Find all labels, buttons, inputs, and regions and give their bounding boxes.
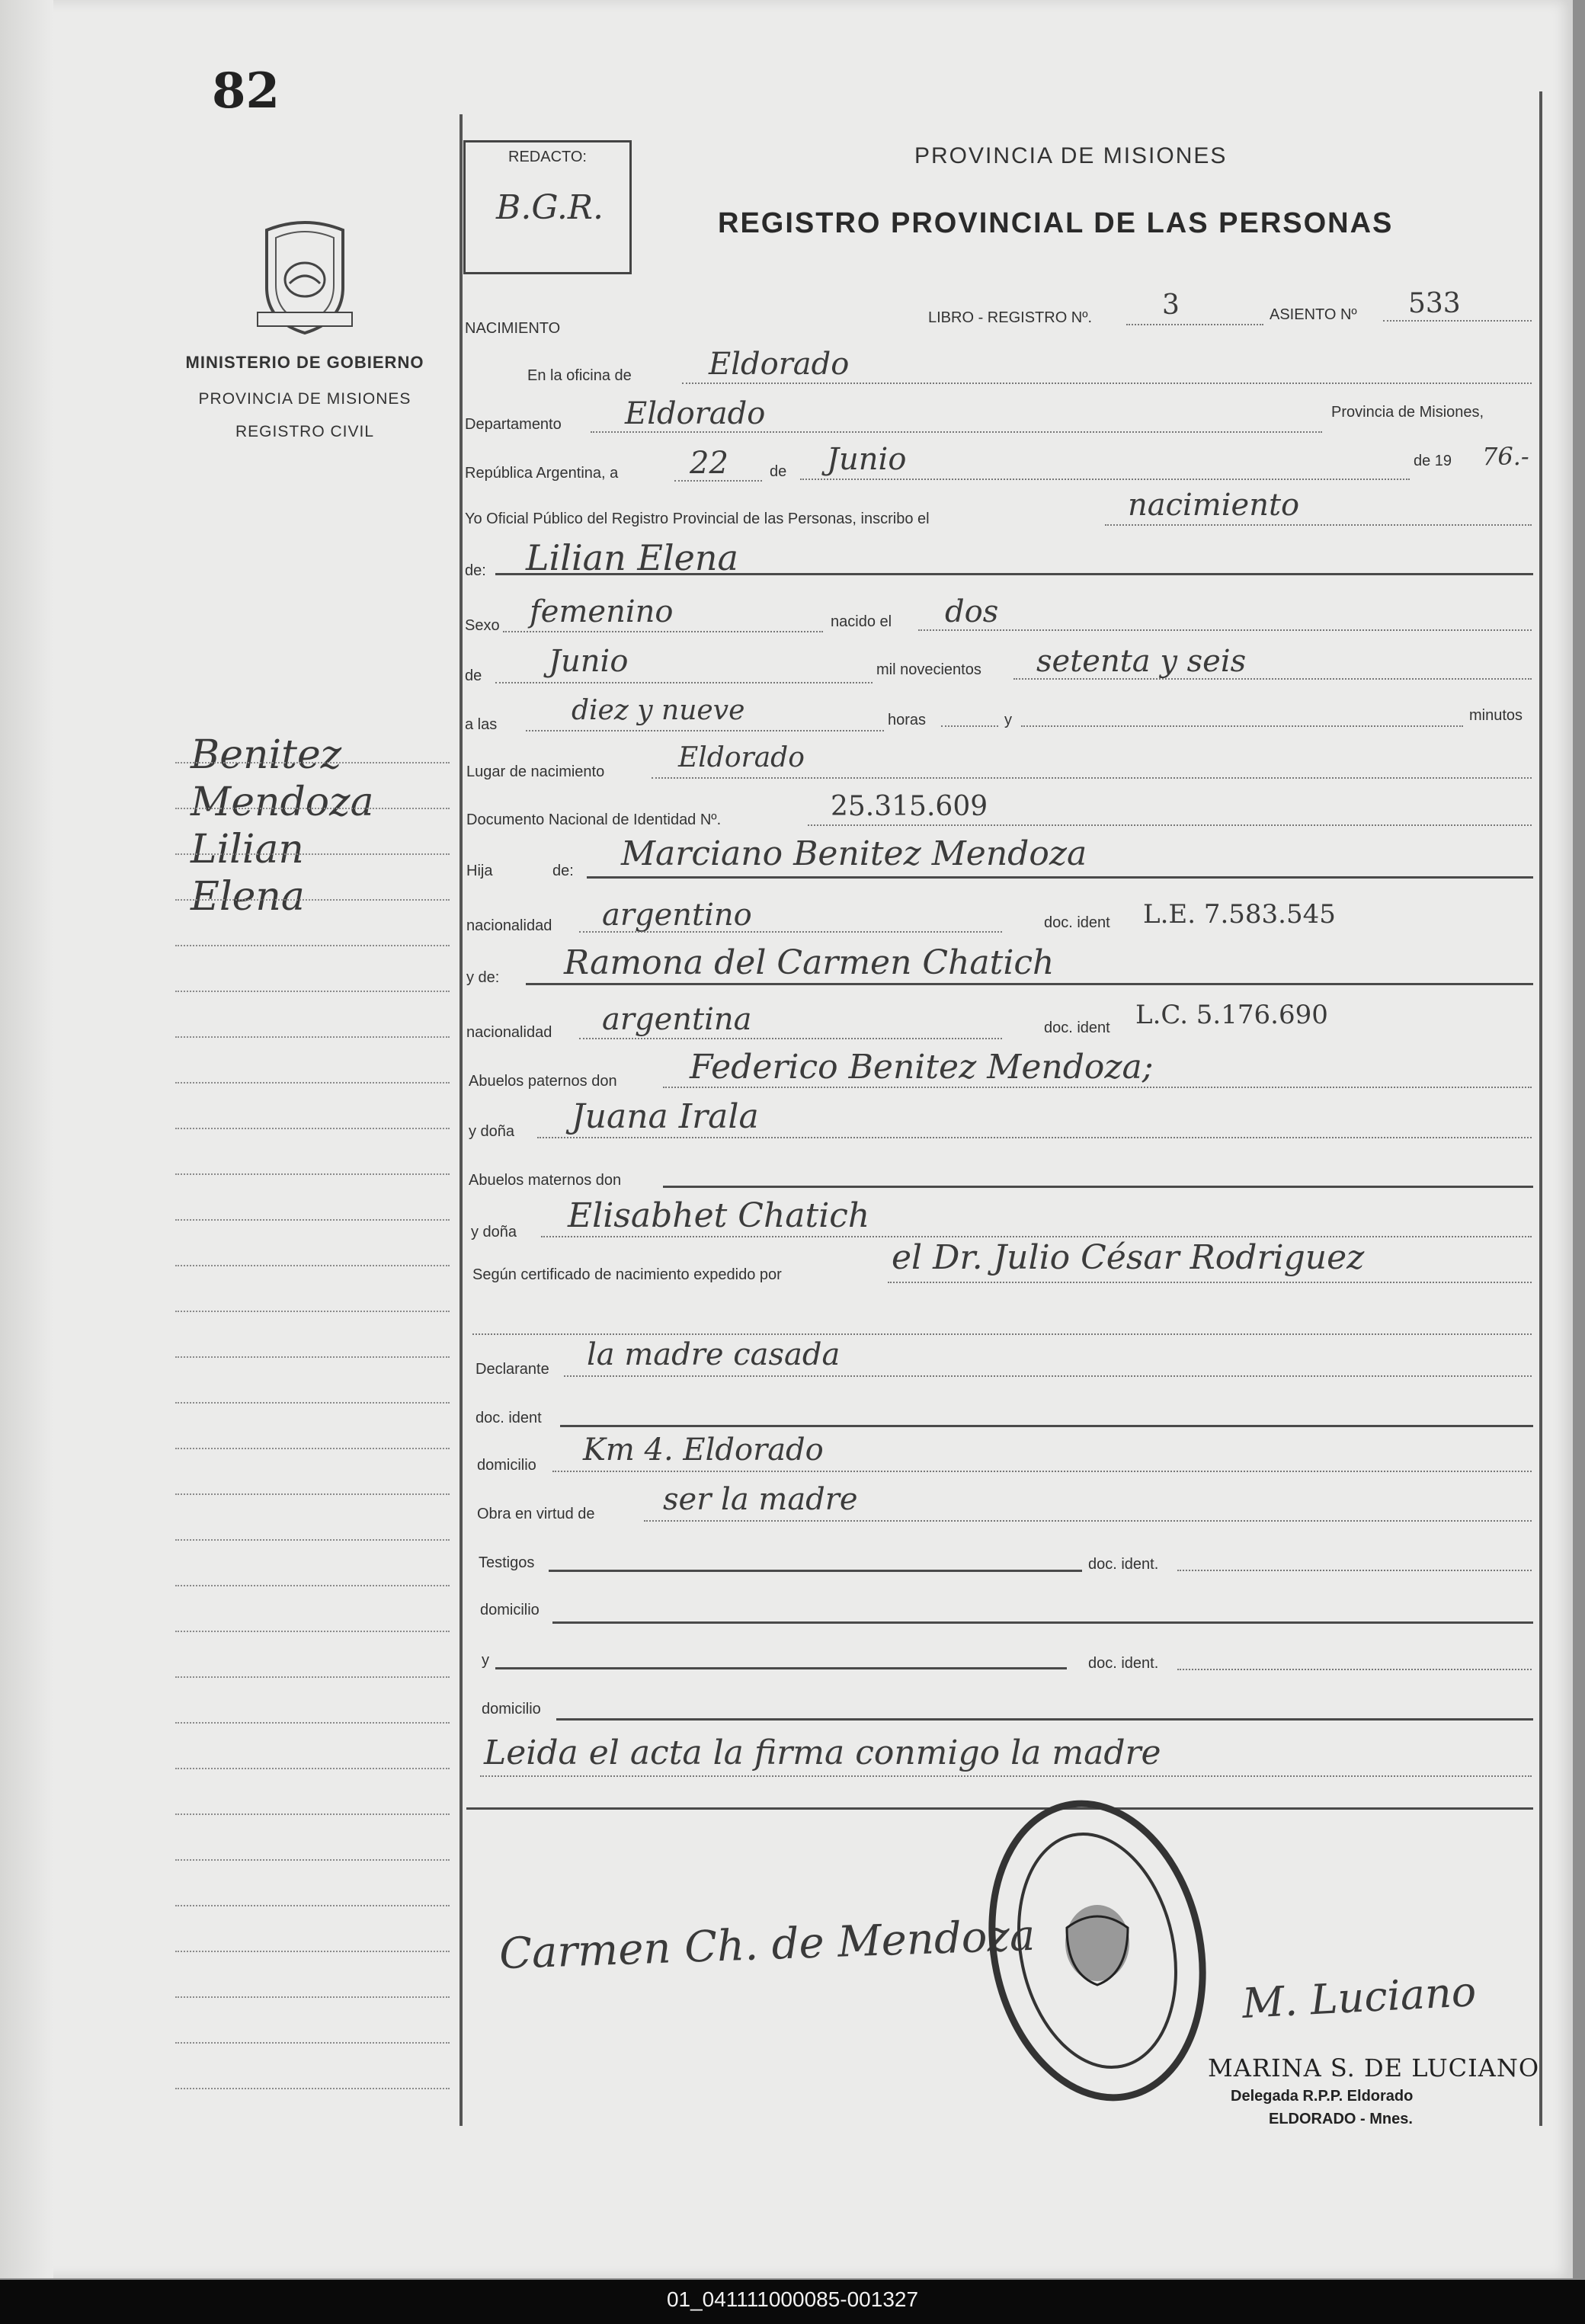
- domicilio-line: [552, 1471, 1532, 1472]
- official-stamp-icon: [983, 1791, 1212, 2111]
- redacto-label: REDACTO:: [508, 149, 587, 165]
- margin-note: [191, 731, 374, 920]
- doc2-label: doc. ident: [1044, 1020, 1110, 1036]
- testigos-doc-line: [1177, 1570, 1532, 1571]
- mes-line: [800, 479, 1410, 480]
- departamento-label: Departamento: [465, 416, 562, 433]
- dni-value: 25.315.609: [831, 791, 988, 822]
- margin-rule: [175, 991, 450, 992]
- horas-line: [941, 725, 998, 727]
- y2-label: y: [482, 1652, 489, 1669]
- docident-line: [560, 1425, 1533, 1427]
- doc1-label: doc. ident: [1044, 914, 1110, 931]
- margin-rule: [175, 2042, 450, 2044]
- margin-rule: [175, 2088, 450, 2089]
- margin-note-line: Elena: [191, 874, 305, 920]
- segun-line: [888, 1282, 1532, 1283]
- nombre-value: Lilian Elena: [526, 537, 738, 578]
- margin-rule: [175, 1036, 450, 1038]
- province-heading: PROVINCIA DE MISIONES: [914, 143, 1228, 168]
- asiento-value: 533: [1408, 288, 1461, 319]
- margin-rule: [175, 808, 450, 809]
- testigos-doc-label: doc. ident.: [1088, 1556, 1159, 1573]
- margin-rule: [175, 945, 450, 946]
- margin-rule: [175, 762, 450, 763]
- ministry-province: PROVINCIA DE MISIONES: [198, 390, 411, 408]
- dni-line: [808, 824, 1532, 826]
- margin-rule: [175, 899, 450, 901]
- margin-rule: [175, 1905, 450, 1906]
- lugar-value: Eldorado: [678, 742, 805, 773]
- padre-line: [587, 876, 1533, 879]
- oficial-value: nacimiento: [1128, 488, 1300, 523]
- de2-label: de: [465, 667, 482, 684]
- act-type: NACIMIENTO: [465, 320, 561, 337]
- obra-label: Obra en virtud de: [477, 1506, 595, 1522]
- margin-rule: [175, 1768, 450, 1769]
- margin-rule: [175, 1859, 450, 1861]
- page-number: 82: [212, 62, 280, 120]
- footer-id: 01_041111000085-001327: [666, 2287, 919, 2311]
- declarante-label: Declarante: [476, 1361, 549, 1378]
- margin-rule: [175, 1676, 450, 1678]
- declarante-line: [564, 1375, 1532, 1377]
- departamento-value: Eldorado: [625, 396, 766, 431]
- dom2-line: [552, 1621, 1533, 1624]
- asiento-label: ASIENTO Nº: [1270, 306, 1357, 323]
- hija-label: Hija: [466, 863, 493, 879]
- ydona2-label: y doña: [471, 1224, 517, 1240]
- dia-value: 22: [690, 446, 728, 481]
- margin-rule: [175, 1356, 450, 1358]
- nac2-label: nacionalidad: [466, 1024, 552, 1041]
- nac1-value: argentino: [602, 898, 752, 933]
- mes2-value: Junio: [549, 644, 629, 679]
- abpat-line: [663, 1087, 1532, 1088]
- departamento-line: [591, 431, 1322, 433]
- doc2-value: L.C. 5.176.690: [1135, 1000, 1328, 1030]
- anio-value: 76.-: [1482, 442, 1529, 471]
- officer-place: ELDORADO - Mnes.: [1269, 2111, 1413, 2127]
- margin-note-line: Mendoza: [191, 779, 374, 825]
- padre-value: Marciano Benitez Mendoza: [621, 834, 1087, 873]
- margin-rule: [175, 1402, 450, 1404]
- margin-rule: [175, 1493, 450, 1495]
- testigos-line: [549, 1570, 1082, 1572]
- oficina-value: Eldorado: [709, 347, 850, 382]
- coat-of-arms-icon: [251, 215, 358, 337]
- mil-value: setenta y seis: [1036, 644, 1247, 679]
- libro-label: LIBRO - REGISTRO Nº.: [928, 309, 1093, 326]
- sexo-line: [503, 631, 823, 632]
- margin-rule: [175, 1173, 450, 1175]
- declarante-value: la madre casada: [587, 1337, 841, 1372]
- margin-note-line: Benitez: [191, 732, 342, 778]
- oficina-line: [682, 383, 1532, 384]
- abmat-label: Abuelos maternos don: [469, 1172, 622, 1189]
- domicilio-label: domicilio: [477, 1457, 536, 1474]
- margin-rule: [175, 1265, 450, 1266]
- nac1-line: [579, 931, 1002, 933]
- form-frame-right: [1539, 91, 1542, 2126]
- libro-value: 3: [1162, 290, 1180, 321]
- ministry-title: MINISTERIO DE GOBIERNO: [185, 353, 424, 372]
- margin-rule: [175, 853, 450, 855]
- y2-line: [495, 1667, 1067, 1669]
- nombre-line: [495, 573, 1533, 575]
- nac2-value: argentina: [602, 1002, 752, 1037]
- cierre-line: [480, 1775, 1532, 1777]
- declarant-signature: Carmen Ch. de Mendoza: [498, 1910, 1036, 1980]
- cierre-value: Leida el acta la firma conmigo la madre: [484, 1733, 1161, 1772]
- form-frame-left: [459, 114, 463, 2126]
- abpat-label: Abuelos paternos don: [469, 1073, 617, 1090]
- lugar-label: Lugar de nacimiento: [466, 763, 605, 780]
- ydona1-label: y doña: [469, 1123, 515, 1140]
- dni-label: Documento Nacional de Identidad Nº.: [466, 811, 722, 828]
- domicilio-value: Km 4. Eldorado: [583, 1432, 824, 1468]
- doc1-value: L.E. 7.583.545: [1143, 899, 1336, 930]
- anio-label: de 19: [1414, 453, 1452, 469]
- lugar-line: [652, 777, 1532, 779]
- margin-rule: [175, 1631, 450, 1632]
- nacido-label: nacido el: [831, 613, 892, 630]
- redacto-value: B.G.R.: [496, 188, 604, 227]
- dom2-label: domicilio: [480, 1602, 540, 1618]
- ydona2-line: [541, 1236, 1532, 1237]
- margin-rule: [175, 1448, 450, 1449]
- madre-value: Ramona del Carmen Chatich: [564, 943, 1055, 982]
- dia-line: [674, 480, 762, 482]
- margin-rule: [175, 1585, 450, 1586]
- testigos-label: Testigos: [479, 1554, 535, 1571]
- madre-line: [526, 983, 1533, 985]
- margin-rule: [175, 1722, 450, 1724]
- margin-rule: [175, 1082, 450, 1084]
- y-label: y: [1004, 712, 1012, 728]
- margin-rule: [175, 1996, 450, 1998]
- hija-de-label: de:: [552, 863, 574, 879]
- page-binding: [0, 0, 53, 2278]
- mes2-line: [495, 682, 873, 683]
- mes-value: Junio: [827, 442, 907, 477]
- segun-label: Según certificado de nacimiento expedido por: [472, 1266, 782, 1283]
- ydona1-line: [537, 1137, 1532, 1138]
- de-label: de: [770, 463, 787, 480]
- y2-doc-label: doc. ident.: [1088, 1655, 1159, 1672]
- margin-rule: [175, 1951, 450, 1952]
- officer-signature: M. Luciano: [1241, 1967, 1478, 2028]
- margin-rule: [175, 1219, 450, 1221]
- mil-label: mil novecientos: [876, 661, 981, 678]
- provincia-suffix: Provincia de Misiones,: [1331, 404, 1484, 421]
- dom3-label: domicilio: [482, 1701, 541, 1717]
- registry-heading: REGISTRO PROVINCIAL DE LAS PERSONAS: [718, 207, 1394, 239]
- redacto-box: [463, 140, 632, 274]
- nombre-label: de:: [465, 562, 486, 579]
- oficial-text: Yo Oficial Público del Registro Provincial de las Personas, inscribo el: [465, 511, 930, 527]
- hora-value: diez y nueve: [572, 695, 745, 726]
- ministry-office: REGISTRO CIVIL: [235, 423, 375, 440]
- minutos-label: minutos: [1469, 707, 1523, 724]
- segun-value: el Dr. Julio César Rodriguez: [892, 1238, 1365, 1277]
- dom3-line: [556, 1718, 1533, 1721]
- republica-label: República Argentina, a: [465, 465, 619, 482]
- obra-value: ser la madre: [663, 1482, 858, 1517]
- nacido-value: dos: [945, 594, 999, 629]
- margin-rule: [175, 1311, 450, 1312]
- asiento-line: [1383, 320, 1532, 322]
- yde-label: y de:: [466, 969, 500, 986]
- oficina-label: En la oficina de: [527, 367, 632, 384]
- officer-name: MARINA S. DE LUCIANO: [1208, 2054, 1540, 2082]
- nac2-line: [579, 1038, 1002, 1039]
- footer-bar: [0, 2280, 1585, 2324]
- nac1-label: nacionalidad: [466, 917, 552, 934]
- abpat-value: Federico Benitez Mendoza;: [690, 1048, 1154, 1087]
- ydona1-value: Juana Irala: [572, 1097, 759, 1136]
- docident-label: doc. ident: [476, 1410, 542, 1426]
- nacido-line: [918, 629, 1532, 631]
- sexo-label: Sexo: [465, 617, 500, 634]
- margin-rule: [175, 1128, 450, 1129]
- obra-line: [644, 1520, 1532, 1522]
- y2-doc-line: [1177, 1669, 1532, 1670]
- margin-note-line: Lilian: [191, 827, 304, 872]
- abmat-line: [663, 1186, 1533, 1188]
- minutos-line: [1021, 725, 1463, 727]
- ydona2-value: Elisabhet Chatich: [568, 1196, 870, 1235]
- mil-line: [1013, 678, 1532, 680]
- hora-line: [526, 730, 884, 731]
- margin-rule: [175, 1813, 450, 1815]
- alas-label: a las: [465, 716, 498, 733]
- sexo-value: femenino: [530, 594, 674, 629]
- margin-rule: [175, 1539, 450, 1541]
- officer-role: Delegada R.P.P. Eldorado: [1231, 2088, 1414, 2105]
- libro-line: [1126, 324, 1263, 325]
- oficial-line: [1105, 524, 1532, 526]
- horas-label: horas: [888, 712, 927, 728]
- segun-line-2: [472, 1333, 1532, 1335]
